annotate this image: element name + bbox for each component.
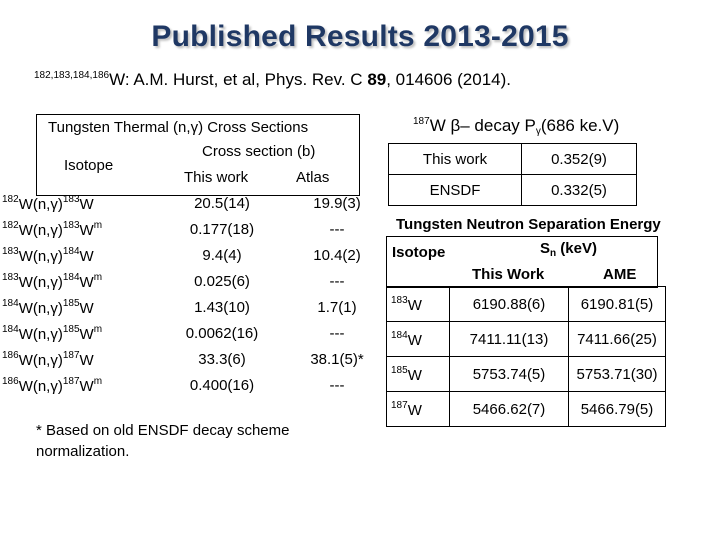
atlas-value: --- <box>329 272 345 290</box>
slide-title: Published Results 2013-2015 <box>151 20 569 53</box>
product-mass: 187 <box>62 375 80 387</box>
reaction-label: W(n,γ) <box>18 247 63 265</box>
product-mass: 184 <box>62 271 80 283</box>
isotope-cell <box>387 287 450 322</box>
decay-heading-text: decay P <box>469 116 536 135</box>
target-mass: 182 <box>2 193 19 205</box>
this-work-value: 9.4(4) <box>202 246 242 264</box>
target-mass: 186 <box>2 349 19 361</box>
cross-section-subheader: Cross section (b) <box>202 143 316 160</box>
product-element: W <box>79 351 94 369</box>
reaction-cell <box>0 294 162 320</box>
this-work-value: 20.5(14) <box>194 194 250 212</box>
product-element: W <box>79 195 94 213</box>
decay-heading <box>413 116 619 137</box>
footnote: * Based on old ENSDF decay scheme normalization. <box>36 422 290 460</box>
table-row <box>0 294 392 320</box>
isomer-marker: m <box>93 271 103 283</box>
reaction-label: W(n,γ) <box>18 377 63 395</box>
product-mass: 183 <box>62 219 80 231</box>
product-mass: 185 <box>62 297 80 309</box>
this-work-value: 0.400(16) <box>189 376 255 394</box>
reaction-cell <box>0 268 162 294</box>
separation-heading: Tungsten Neutron Separation Energy <box>396 216 661 233</box>
isomer-marker: m <box>93 323 103 335</box>
target-mass: 183 <box>2 271 19 283</box>
isomer-marker: m <box>93 219 103 231</box>
table-row <box>389 144 637 175</box>
decay-source: ENSDF <box>389 175 522 206</box>
this-work-value: 6190.88(6) <box>450 287 569 322</box>
reaction-cell <box>0 242 162 268</box>
reaction-cell <box>0 216 162 242</box>
this-work-value: 5466.62(7) <box>450 392 569 427</box>
atlas-value: 38.1(5)* <box>310 350 364 368</box>
target-mass: 184 <box>2 323 19 335</box>
reaction-cell <box>0 372 162 398</box>
this-work-value: 0.025(6) <box>194 272 250 290</box>
atlas-value: 10.4(2) <box>313 246 361 264</box>
decay-heading-tail: (686 ke.V) <box>540 116 620 135</box>
reaction-cell <box>0 346 162 372</box>
table-row <box>387 392 666 427</box>
table-row <box>0 268 392 294</box>
reference-citation <box>34 70 511 90</box>
sn-sub: n <box>550 248 557 259</box>
isotope-element: W <box>407 366 422 384</box>
isotope-mass: 185 <box>391 364 408 376</box>
reaction-label: W(n,γ) <box>18 351 63 369</box>
isomer-marker: m <box>93 375 103 387</box>
isotope-element: W <box>407 331 422 349</box>
isotope-cell <box>387 322 450 357</box>
reaction-cell <box>0 190 162 216</box>
product-element: W <box>79 299 94 317</box>
separation-table <box>386 286 666 427</box>
product-element: W <box>79 247 94 265</box>
reference-citation-post: , 014606 (2014). <box>386 70 511 89</box>
table-row <box>387 357 666 392</box>
product-mass: 183 <box>62 193 80 205</box>
ame-value: 7411.66(25) <box>569 322 666 357</box>
reaction-cell <box>0 320 162 346</box>
cross-section-heading: Tungsten Thermal (n,γ) Cross Sections <box>48 119 309 136</box>
isotope-mass: 187 <box>391 399 408 411</box>
table-row <box>0 242 392 268</box>
atlas-value: 1.7(1) <box>317 298 357 316</box>
sn-unit: (keV) <box>556 240 597 257</box>
sn-letter: S <box>540 240 551 257</box>
separation-sn-header <box>540 240 597 259</box>
cross-col-atlas: Atlas <box>296 169 330 186</box>
decay-table <box>388 143 637 206</box>
decay-value: 0.332(5) <box>522 175 637 206</box>
cross-col-this-work: This work <box>184 169 249 186</box>
reaction-label: W(n,γ) <box>18 299 63 317</box>
reaction-label: W(n,γ) <box>18 273 63 291</box>
target-mass: 186 <box>2 375 19 387</box>
table-row <box>0 190 392 216</box>
table-row <box>389 175 637 206</box>
decay-value: 0.352(9) <box>522 144 637 175</box>
isotope-element: W <box>407 296 422 314</box>
target-mass: 182 <box>2 219 19 231</box>
sep-col-ame: AME <box>603 266 637 283</box>
sep-col-this-work: This Work <box>472 266 545 283</box>
isotope-mass: 184 <box>391 329 408 341</box>
table-row <box>0 320 392 346</box>
table-row <box>0 216 392 242</box>
reference-element: W <box>109 70 125 89</box>
target-mass: 183 <box>2 245 19 257</box>
product-element: W <box>79 325 94 343</box>
isotope-element: W <box>407 401 422 419</box>
isotope-mass: 183 <box>391 294 408 306</box>
table-row <box>387 287 666 322</box>
atlas-value: --- <box>329 376 345 394</box>
reaction-label: W(n,γ) <box>18 221 63 239</box>
atlas-value: --- <box>329 324 345 342</box>
target-mass: 184 <box>2 297 19 309</box>
reference-citation-pre: : A.M. Hurst, et al, Phys. Rev. C <box>124 70 368 89</box>
table-row <box>387 322 666 357</box>
ame-value: 5466.79(5) <box>569 392 666 427</box>
decay-source: This work <box>389 144 522 175</box>
reference-mass-numbers: 182,183,184,186 <box>34 70 110 81</box>
product-mass: 185 <box>62 323 80 335</box>
table-row <box>0 372 392 398</box>
reference-volume: 89 <box>367 70 387 89</box>
decay-heading-mass: 187 <box>413 116 430 127</box>
this-work-value: 1.43(10) <box>194 298 250 316</box>
this-work-value: 5753.74(5) <box>450 357 569 392</box>
cross-section-table <box>0 190 392 398</box>
isotope-cell <box>387 392 450 427</box>
product-element: W <box>79 377 94 395</box>
this-work-value: 33.3(6) <box>198 350 246 368</box>
atlas-value: --- <box>329 220 345 238</box>
ame-value: 5753.71(30) <box>569 357 666 392</box>
atlas-value: 19.9(3) <box>313 194 361 212</box>
this-work-value: 0.0062(16) <box>185 324 259 342</box>
this-work-value: 0.177(18) <box>189 220 255 238</box>
reaction-label: W(n,γ) <box>18 195 63 213</box>
decay-heading-element: W <box>429 116 446 135</box>
this-work-value: 7411.11(13) <box>450 322 569 357</box>
decay-heading-sub: γ <box>535 126 541 137</box>
reaction-label: W(n,γ) <box>18 325 63 343</box>
isotope-cell <box>387 357 450 392</box>
product-element: W <box>79 221 94 239</box>
ame-value: 6190.81(5) <box>569 287 666 322</box>
product-mass: 187 <box>62 349 80 361</box>
product-element: W <box>79 273 94 291</box>
separation-isotope-header: Isotope <box>392 244 446 261</box>
product-mass: 184 <box>62 245 80 257</box>
isotope-header: Isotope <box>64 157 114 174</box>
decay-heading-beta: β– <box>450 116 470 135</box>
table-row <box>0 346 392 372</box>
